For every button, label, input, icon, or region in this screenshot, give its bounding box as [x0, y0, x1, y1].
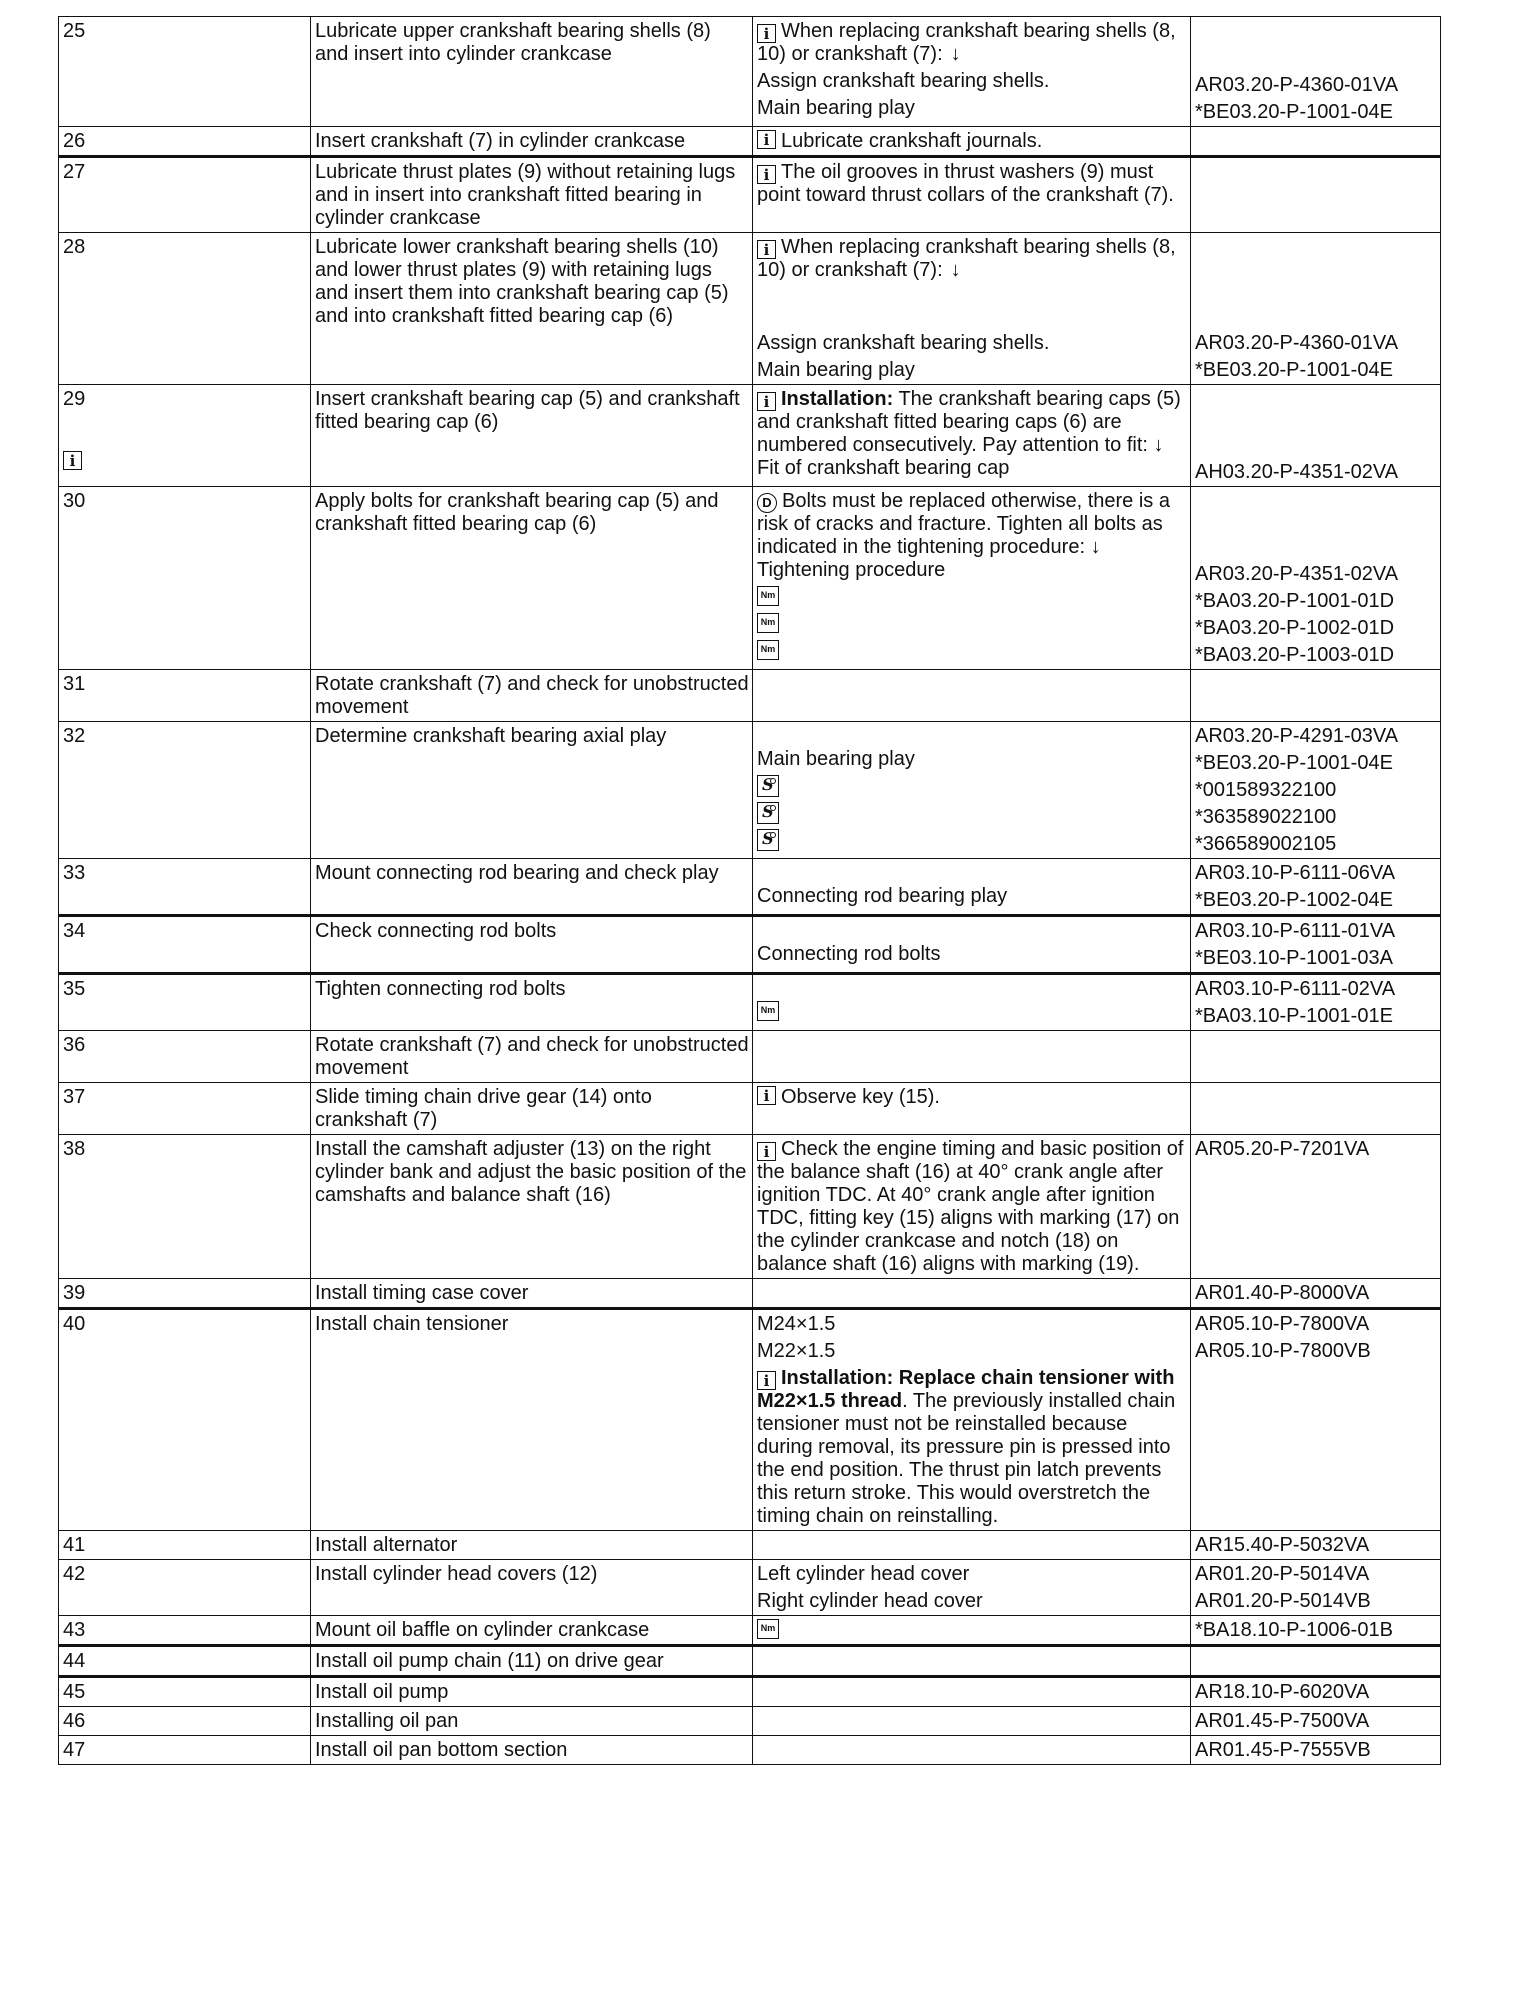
step-notes	[753, 1707, 1191, 1736]
step-action: Install oil pump	[311, 1677, 753, 1707]
table-row	[59, 1031, 1441, 1083]
reference-link[interactable]: *BE03.20-P-1001-04E	[1195, 752, 1393, 774]
step-references	[1191, 1309, 1441, 1531]
step-number: 30	[59, 487, 311, 670]
torque-nm-icon[interactable]: Nm	[757, 586, 779, 606]
step-references	[1191, 670, 1441, 722]
step-notes: i When replacing crankshaft bearing shells (8, 10) or crankshaft (7): ↓ Assign crankshaft bearing shells. Main bearing play	[753, 233, 1191, 385]
step-number: 26	[59, 127, 311, 157]
step-references	[1191, 1616, 1441, 1646]
step-action: Install chain tensioner	[311, 1309, 753, 1531]
special-tool-icon[interactable]	[757, 829, 779, 851]
step-notes: i When replacing crankshaft bearing shells (8, 10) or crankshaft (7): ↓ Assign crankshaft bearing shells. Main bearing play	[753, 17, 1191, 127]
step-action: Slide timing chain drive gear (14) onto crankshaft (7)	[311, 1083, 753, 1135]
step-action: Rotate crankshaft (7) and check for unobstructed movement	[311, 670, 753, 722]
step-references	[1191, 859, 1441, 916]
table-row	[59, 1616, 1441, 1646]
step-number: 41	[59, 1531, 311, 1560]
step-number: 47	[59, 1736, 311, 1765]
step-references	[1191, 1560, 1441, 1616]
step-number: 43	[59, 1616, 311, 1646]
table-row	[59, 17, 1441, 127]
step-number: 36	[59, 1031, 311, 1083]
step-number: 25	[59, 17, 311, 127]
step-references	[1191, 157, 1441, 233]
step-action: Install oil pump chain (11) on drive gear	[311, 1646, 753, 1677]
step-action: Insert crankshaft bearing cap (5) and crankshaft fitted bearing cap (6)	[311, 385, 753, 487]
reference-link[interactable]: *BA03.10-P-1001-01E	[1195, 1005, 1393, 1027]
step-number: 32	[59, 722, 311, 859]
step-references	[1191, 487, 1441, 670]
step-action: Determine crankshaft bearing axial play	[311, 722, 753, 859]
reference-link[interactable]: *BA18.10-P-1006-01B	[1195, 1619, 1393, 1641]
step-notes	[753, 1531, 1191, 1560]
torque-nm-icon[interactable]: Nm	[757, 1619, 779, 1639]
table-row	[59, 1531, 1441, 1560]
reference-link[interactable]: AR01.20-P-5014VA	[1195, 1563, 1370, 1585]
table-row	[59, 916, 1441, 974]
step-notes	[753, 1677, 1191, 1707]
step-references	[1191, 1646, 1441, 1677]
step-notes: Connecting rod bolts	[753, 916, 1191, 974]
step-notes	[753, 1616, 1191, 1646]
reference-link[interactable]: *BE03.20-P-1001-04E	[1195, 359, 1393, 381]
reference-link[interactable]: *366589002105	[1195, 833, 1337, 855]
step-references	[1191, 974, 1441, 1031]
step-action: Rotate crankshaft (7) and check for unobstructed movement	[311, 1031, 753, 1083]
reference-link[interactable]: AR03.20-P-4360-01VA	[1195, 74, 1399, 96]
torque-nm-icon[interactable]: Nm	[757, 640, 779, 660]
step-references	[1191, 1707, 1441, 1736]
reference-link[interactable]: AR05.10-P-7800VA	[1195, 1313, 1370, 1335]
info-icon: i	[757, 1142, 776, 1161]
step-action: Lubricate lower crankshaft bearing shells (10) and lower thrust plates (9) with retaining lugs and insert them into crankshaft bearing cap (5) and into crankshaft fitted bearing cap (6)	[311, 233, 753, 385]
step-number: 31	[59, 670, 311, 722]
step-references	[1191, 127, 1441, 157]
procedure-table	[58, 16, 1441, 1765]
reference-link[interactable]: *BE03.20-P-1001-04E	[1195, 101, 1393, 123]
table-row	[59, 1646, 1441, 1677]
step-references	[1191, 1531, 1441, 1560]
arrow-down-icon: ↓	[950, 259, 961, 281]
procedure-document	[58, 16, 1440, 1765]
table-row	[59, 1560, 1441, 1616]
step-number: 28	[59, 233, 311, 385]
reference-link[interactable]: AR03.20-P-4291-03VA	[1195, 725, 1399, 747]
reference-link[interactable]: *BE03.10-P-1001-03A	[1195, 947, 1393, 969]
step-references	[1191, 1031, 1441, 1083]
info-icon: i	[757, 24, 776, 43]
table-row	[59, 233, 1441, 385]
step-number: 38	[59, 1135, 311, 1279]
step-references	[1191, 1135, 1441, 1279]
table-row	[59, 385, 1441, 487]
step-number: 33	[59, 859, 311, 916]
step-number: 35	[59, 974, 311, 1031]
info-icon: i	[757, 165, 776, 184]
reference-link[interactable]: AR03.20-P-4351-02VA	[1195, 563, 1399, 585]
info-icon: i	[757, 240, 776, 259]
special-tool-icon[interactable]	[757, 802, 779, 824]
step-notes: i Check the engine timing and basic position of the balance shaft (16) at 40° crank angle after ignition TDC. At 40° crank angle after ignition TDC, fitting key (15) aligns with marking (17) on the cylinder crankcase and notch (18) on balance shaft (16) aligns with marking (19).	[753, 1135, 1191, 1279]
arrow-down-icon: ↓	[950, 43, 961, 65]
step-notes: D Bolts must be replaced otherwise, there is a risk of cracks and fracture. Tighten all bolts as indicated in the tightening procedure: ↓ Tightening procedure Nm Nm Nm	[753, 487, 1191, 670]
reference-link[interactable]: *BA03.20-P-1001-01D	[1195, 590, 1395, 612]
reference-link[interactable]: AR01.45-P-7555VB	[1195, 1739, 1371, 1761]
reference-link[interactable]: AR15.40-P-5032VA	[1195, 1534, 1370, 1556]
step-notes	[753, 670, 1191, 722]
step-action: Install the camshaft adjuster (13) on the right cylinder bank and adjust the basic position of the camshafts and balance shaft (16)	[311, 1135, 753, 1279]
table-row	[59, 1677, 1441, 1707]
table-row	[59, 974, 1441, 1031]
reference-link[interactable]: AR03.10-P-6111-02VA	[1195, 978, 1396, 1000]
table-row	[59, 1279, 1441, 1309]
step-action: Mount oil baffle on cylinder crankcase	[311, 1616, 753, 1646]
warning-icon: D	[757, 493, 777, 513]
reference-link[interactable]: *001589322100	[1195, 779, 1337, 801]
torque-nm-icon[interactable]: Nm	[757, 613, 779, 633]
step-notes	[753, 1736, 1191, 1765]
step-notes: Connecting rod bearing play	[753, 859, 1191, 916]
step-references	[1191, 385, 1441, 487]
info-icon: i	[757, 130, 776, 149]
reference-link[interactable]: AR03.10-P-6111-06VA	[1195, 862, 1396, 884]
step-action: Install oil pan bottom section	[311, 1736, 753, 1765]
step-notes: i Installation: The crankshaft bearing caps (5) and crankshaft fitted bearing caps (6) are numbered consecutively. Pay attention to fit: ↓ Fit of crankshaft bearing cap	[753, 385, 1191, 487]
step-number: 45	[59, 1677, 311, 1707]
table-row	[59, 127, 1441, 157]
arrow-down-icon: ↓	[1090, 536, 1101, 558]
table-row	[59, 1309, 1441, 1531]
step-action: Install timing case cover	[311, 1279, 753, 1309]
step-action: Mount connecting rod bearing and check play	[311, 859, 753, 916]
step-notes: i The oil grooves in thrust washers (9) must point toward thrust collars of the crankshaft (7).	[753, 157, 1191, 233]
step-references	[1191, 916, 1441, 974]
table-row	[59, 157, 1441, 233]
step-action: Apply bolts for crankshaft bearing cap (5) and crankshaft fitted bearing cap (6)	[311, 487, 753, 670]
info-icon: i	[757, 1086, 776, 1105]
step-action: Tighten connecting rod bolts	[311, 974, 753, 1031]
step-number: 34	[59, 916, 311, 974]
step-number: 39	[59, 1279, 311, 1309]
step-references	[1191, 1736, 1441, 1765]
reference-link[interactable]: AR01.40-P-8000VA	[1195, 1282, 1370, 1304]
step-action: Insert crankshaft (7) in cylinder crankcase	[311, 127, 753, 157]
table-row	[59, 1736, 1441, 1765]
step-action: Lubricate upper crankshaft bearing shells (8) and insert into cylinder crankcase	[311, 17, 753, 127]
table-row	[59, 670, 1441, 722]
table-row	[59, 1135, 1441, 1279]
reference-link[interactable]: *363589022100	[1195, 806, 1337, 828]
step-action: Lubricate thrust plates (9) without retaining lugs and in insert into crankshaft fitted bearing in cylinder crankcase	[311, 157, 753, 233]
step-references	[1191, 233, 1441, 385]
step-number: 46	[59, 1707, 311, 1736]
table-row	[59, 487, 1441, 670]
step-references	[1191, 1083, 1441, 1135]
step-notes: Left cylinder head cover Right cylinder head cover	[753, 1560, 1191, 1616]
step-notes	[753, 1279, 1191, 1309]
step-number: 42	[59, 1560, 311, 1616]
step-references	[1191, 722, 1441, 859]
reference-link[interactable]: AR05.10-P-7800VB	[1195, 1340, 1371, 1362]
step-notes	[753, 974, 1191, 1031]
reference-link[interactable]: *BA03.20-P-1002-01D	[1195, 617, 1395, 639]
step-references	[1191, 1279, 1441, 1309]
info-icon[interactable]: i	[63, 451, 82, 470]
step-action: Install alternator	[311, 1531, 753, 1560]
step-action: Installing oil pan	[311, 1707, 753, 1736]
reference-link[interactable]: AR18.10-P-6020VA	[1195, 1681, 1370, 1703]
reference-link[interactable]: AH03.20-P-4351-02VA	[1195, 461, 1399, 483]
info-icon: i	[757, 1371, 776, 1390]
info-icon: i	[757, 392, 776, 411]
step-action: Check connecting rod bolts	[311, 916, 753, 974]
step-notes	[753, 1646, 1191, 1677]
reference-link[interactable]: *BA03.20-P-1003-01D	[1195, 644, 1395, 666]
torque-nm-icon[interactable]: Nm	[757, 1001, 779, 1021]
step-number: 37	[59, 1083, 311, 1135]
table-row	[59, 1083, 1441, 1135]
reference-link[interactable]: AR05.20-P-7201VA	[1195, 1138, 1370, 1160]
table-row	[59, 859, 1441, 916]
step-references	[1191, 17, 1441, 127]
special-tool-icon[interactable]	[757, 775, 779, 797]
step-notes: M24×1.5 M22×1.5 i Installation: Replace chain tensioner with M22×1.5 thread. The previously installed chain tensioner must not be reinstalled because during removal, its pressure pin is pressed into the end position. The thrust pin latch prevents this return stroke. This would overstretch the timing chain on reinstalling.	[753, 1309, 1191, 1531]
step-number: 27	[59, 157, 311, 233]
step-number: 44	[59, 1646, 311, 1677]
reference-link[interactable]: *BE03.20-P-1002-04E	[1195, 889, 1393, 911]
step-number: 29 i	[59, 385, 311, 487]
step-references	[1191, 1677, 1441, 1707]
reference-link[interactable]: AR03.10-P-6111-01VA	[1195, 920, 1396, 942]
step-notes	[753, 1031, 1191, 1083]
step-notes: Main bearing play S S S	[753, 722, 1191, 859]
step-notes: i Observe key (15).	[753, 1083, 1191, 1135]
step-number: 40	[59, 1309, 311, 1531]
table-row	[59, 722, 1441, 859]
reference-link[interactable]: AR01.45-P-7500VA	[1195, 1710, 1370, 1732]
table-row	[59, 1707, 1441, 1736]
step-notes: i Lubricate crankshaft journals.	[753, 127, 1191, 157]
reference-link[interactable]: AR03.20-P-4360-01VA	[1195, 332, 1399, 354]
reference-link[interactable]: AR01.20-P-5014VB	[1195, 1590, 1371, 1612]
arrow-down-icon: ↓	[1153, 434, 1164, 456]
step-action: Install cylinder head covers (12)	[311, 1560, 753, 1616]
